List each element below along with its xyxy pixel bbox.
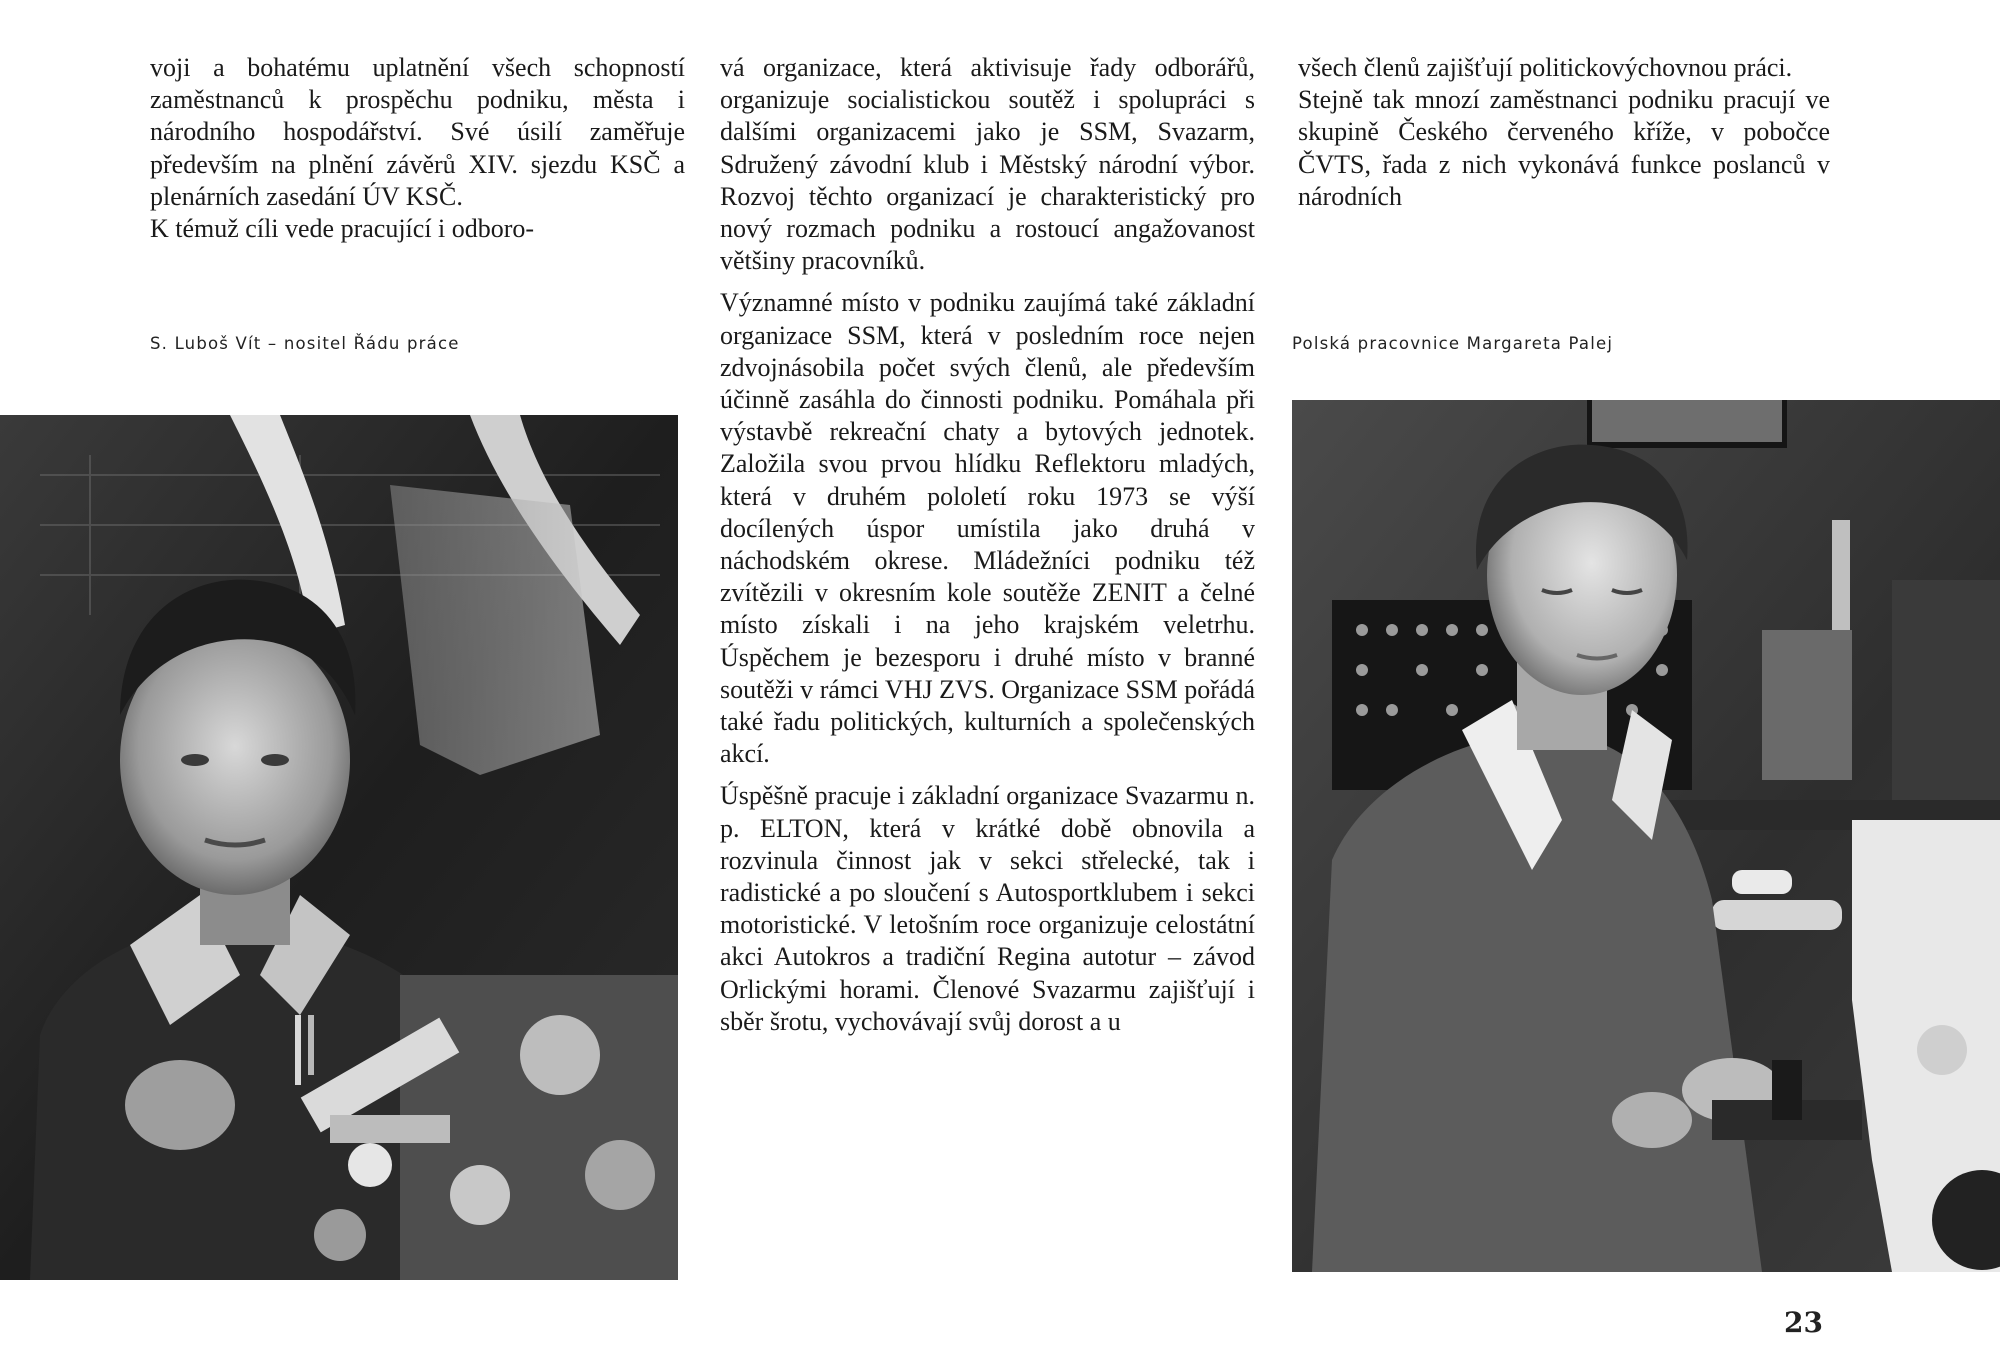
paragraph: Významné místo v podniku zaujímá také základní organizace SSM, která v posledním roce nejen zdvojnásobila počet svých členů, ale především účinně zasáhla do činnosti podniku. Pomáhala při výstavbě rekreační chaty a bytových jednotek. Založila svou prvou hlídku Reflektoru mladých, která v druhém pololetí roku 1973 se výší docílených úspor umístila jako druhá v náchodském okrese. Mládežníci podniku též zvítězili v okresním kole soutěže ZENIT a čelné místo získali i na jeho krajském veletrhu. Úspěchem je bezesporu i druhé místo v branné soutěži v rámci VHJ ZVS. Organizace SSM pořádá také řadu politických, kulturních a společenských akcí. [720, 288, 1255, 769]
text-column-3 [1298, 52, 1830, 213]
photo-caption-left: S. Luboš Vít – nositel Řádu práce [150, 334, 460, 353]
photo-woman-at-workbench [1292, 400, 2000, 1272]
page-number: 23 [1784, 1306, 1823, 1339]
paragraph: Stejně tak mnozí zaměstnanci podniku pracují ve skupině Českého červeného kříže, v pobočce ČVTS, řada z nich vykonává funkce poslanců v národních [1298, 85, 1830, 211]
paragraph: voji a bohatému uplatnění všech schopností zaměstnanců k prospěchu podniku, města i národního hospodářství. Své úsilí zaměřuje především na plnění závěrů XIV. sjezdu KSČ a plenárních zasedání ÚV KSČ. [150, 53, 685, 211]
text-column-1 [150, 52, 685, 245]
text-column-2 [720, 52, 1255, 1038]
photo-man-at-machine [0, 415, 678, 1280]
paragraph: Úspěšně pracuje i základní organizace Svazarmu n. p. ELTON, která v krátké době obnovila a rozvinula činnost jak v sekci střelecké, tak i radistické a po sloučení s Autosportklubem i sekci motoristické. V letošním roce organizuje celostátní akci Autokros a tradiční Regina autotur – závod Orlickými horami. Členové Svazarmu zajišťují i sběr šrotu, vychovávají svůj dorost a u [720, 781, 1255, 1036]
photo-caption-right: Polská pracovnice Margareta Palej [1292, 334, 1614, 353]
paragraph: vá organizace, která aktivisuje řady odborářů, organizuje socialistickou soutěž i spolupráci s dalšími organizacemi jako je SSM, Svazarm, Sdružený závodní klub i Městský národní výbor. Rozvoj těchto organizací je charakteristický pro nový rozmach podniku a rostoucí angažovanost většiny pracovníků. [720, 53, 1255, 276]
paragraph: K témuž cíli vede pracující i odboro- [150, 214, 535, 244]
paragraph: všech členů zajišťují politickovýchovnou práci. [1298, 53, 1793, 82]
